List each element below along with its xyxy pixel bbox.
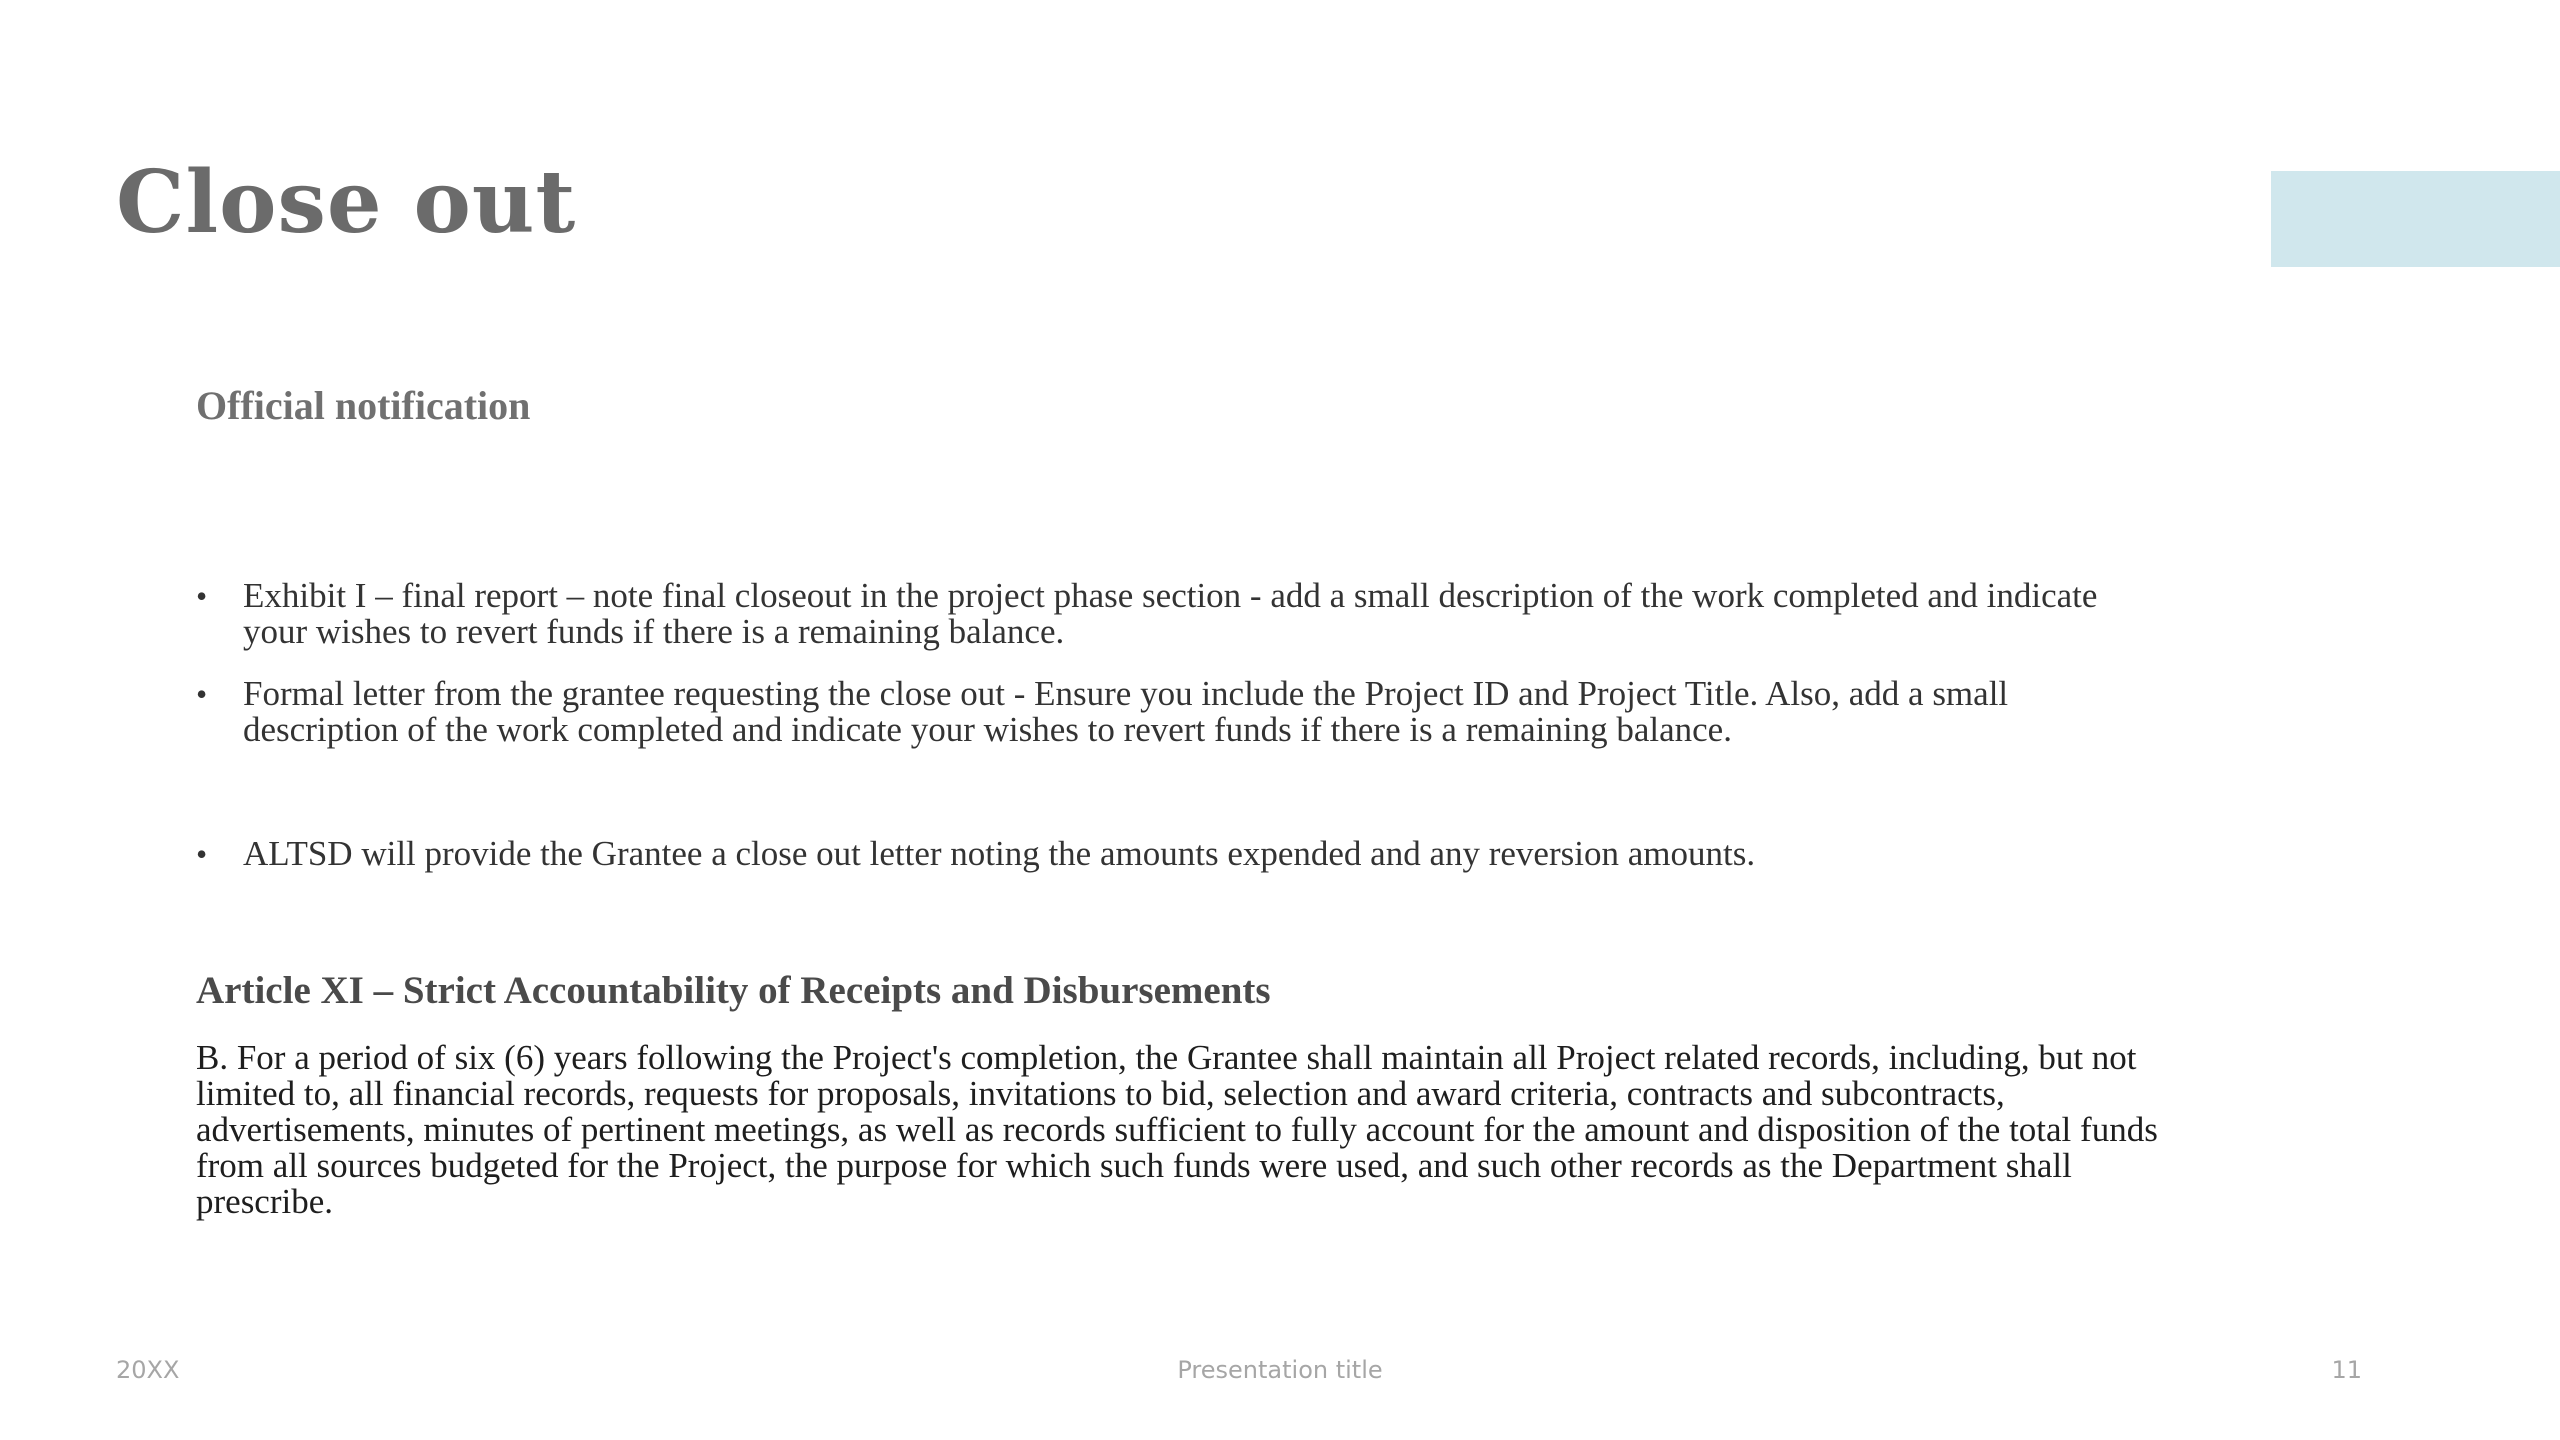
footer-date: 20XX (116, 1356, 180, 1384)
accent-bar (2271, 171, 2560, 267)
bullet-item: • Exhibit I – final report – note final closeout in the project phase section - add a small description of the work completed and indicate your wishes to revert funds if there is a remaining balance. (196, 578, 2136, 650)
article-body: B. For a period of six (6) years following the Project's completion, the Grantee shall maintain all Project related records, including, but not limited to, all financial records, requests for proposals, invitations to bid, selection and award criteria, contracts and subcontracts, advertisements, minutes of pertinent meetings, as well as records sufficient to fully account for the amount and disposition of the total funds from all sources budgeted for the Project, the purpose for which such funds were used, and such other records as the Department shall prescribe. (196, 1038, 2158, 1221)
bullet-item: • ALTSD will provide the Grantee a close out letter noting the amounts expended and any reversion amounts. (196, 836, 2136, 872)
footer-presentation-title: Presentation title (1177, 1356, 1383, 1384)
slide-title: Close out (116, 152, 577, 253)
slide-subtitle: Official notification (196, 383, 531, 428)
bullet-item: • Formal letter from the grantee requesting the close out - Ensure you include the Project ID and Project Title. Also, add a small description of the work completed and indicate your wishes to revert funds if there is a remaining balance. (196, 676, 2136, 748)
article-heading: Article XI – Strict Accountability of Receipts and Disbursements (196, 969, 1271, 1012)
bullet-list (196, 578, 2136, 872)
footer-page-number: 11 (2331, 1356, 2362, 1384)
